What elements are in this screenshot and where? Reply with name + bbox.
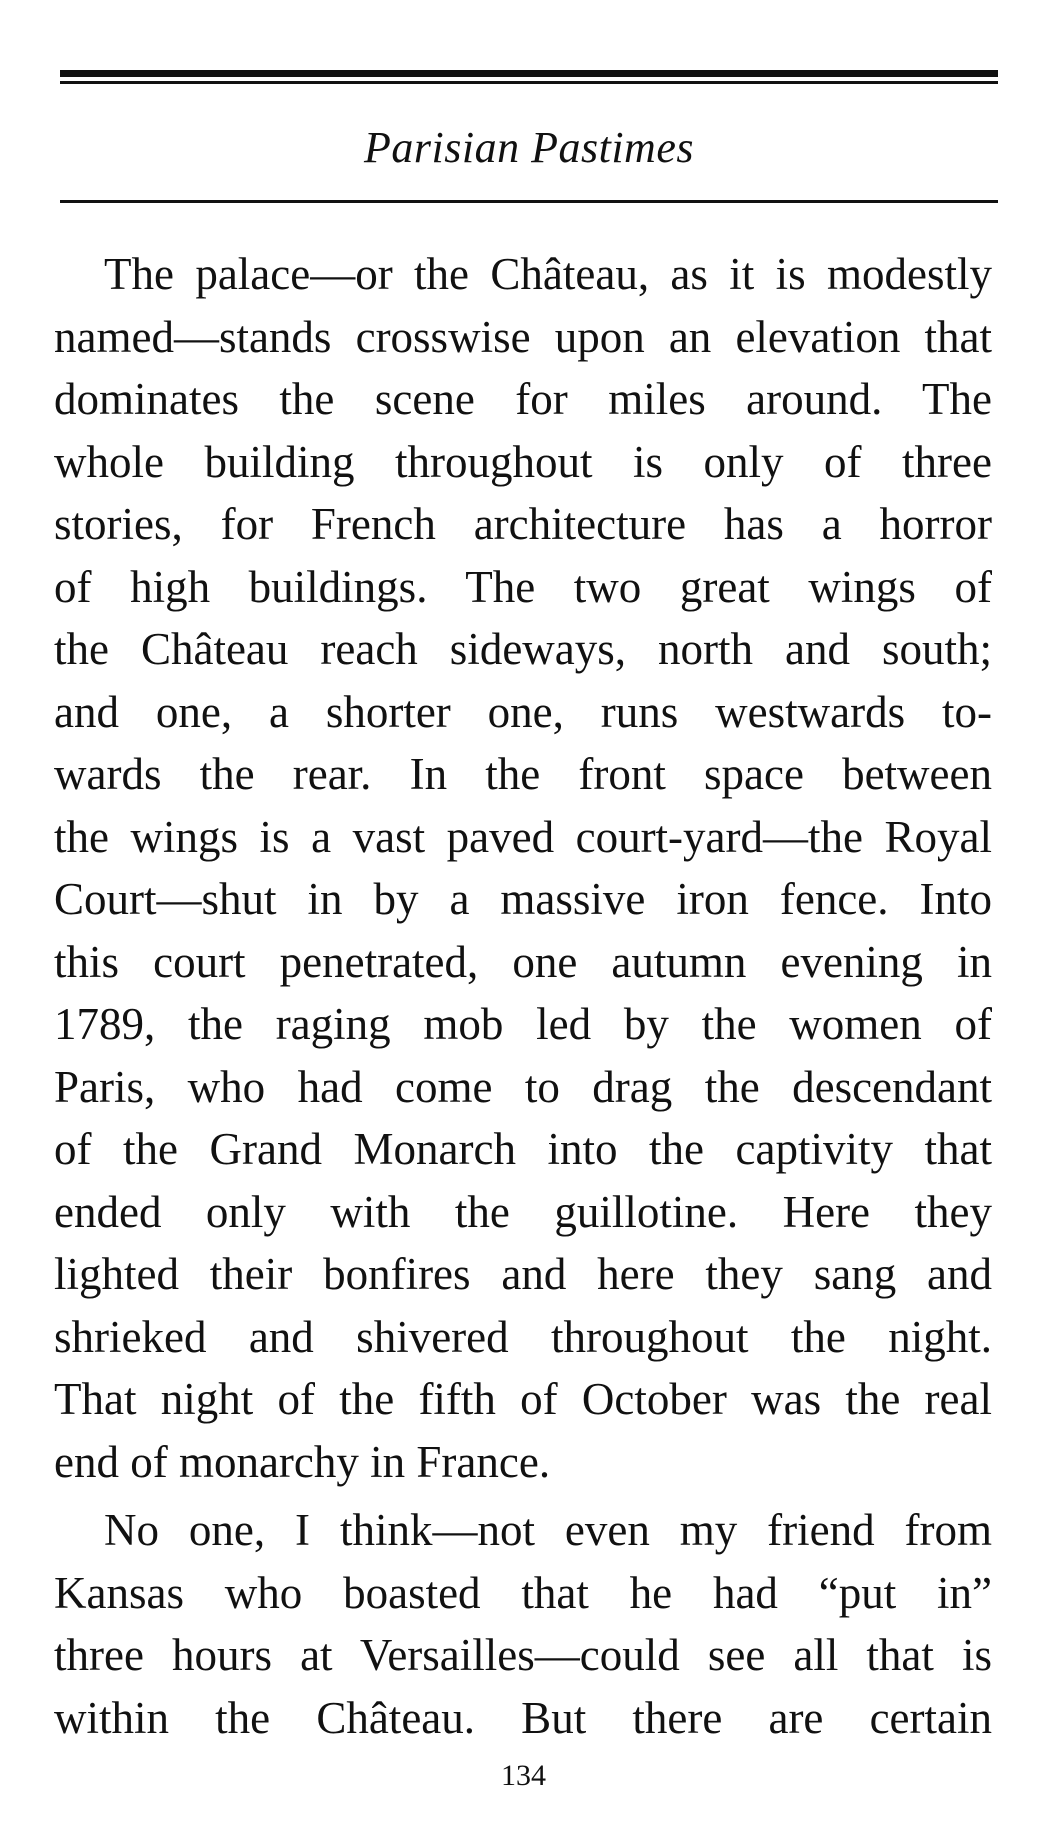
text-line: the wings is a vast paved court-yard—the Royal [54, 811, 992, 862]
text-line: shrieked and shivered throughout the night. [54, 1311, 992, 1362]
text-line: of high buildings. The two great wings of [54, 561, 992, 612]
paragraph [54, 1499, 992, 1749]
text-line: named—stands crosswise upon an elevation that [54, 311, 992, 362]
text-line: The palace—or the Château, as it is modestly [104, 249, 992, 299]
header-rule-thin [60, 81, 998, 84]
text-line: end of monarchy in France. [54, 1436, 551, 1487]
text-line: 1789, the raging mob led by the women of [54, 999, 992, 1049]
text-line: whole building throughout is only of three [54, 436, 992, 487]
text-line: of the Grand Monarch into the captivity that [54, 1124, 992, 1174]
text-line: Kansas who boasted that he had “put in” [54, 1567, 992, 1618]
text-line: wards the rear. In the front space between [54, 749, 992, 799]
running-head-rule [60, 200, 998, 203]
text-line: within the Château. But there are certain [54, 1692, 992, 1743]
body-text [54, 243, 992, 1749]
text-line: and one, a shorter one, runs westwards to- [54, 686, 992, 737]
text-line: No one, I think—not even my friend from [104, 1505, 992, 1555]
text-line: That night of the fifth of October was the real [54, 1374, 992, 1424]
text-line: this court penetrated, one autumn evening in [54, 936, 992, 987]
paragraph [54, 243, 992, 1493]
page-number: 134 [501, 1759, 546, 1792]
text-line: lighted their bonfires and here they sang and [54, 1249, 992, 1299]
running-head: Parisian Pastimes [364, 123, 694, 172]
header-rule-thick [60, 70, 998, 77]
text-line: Court—shut in by a massive iron fence. Into [54, 874, 992, 924]
text-line: stories, for French architecture has a horror [54, 499, 992, 549]
text-line: ended only with the guillotine. Here they [54, 1186, 992, 1237]
text-line: Paris, who had come to drag the descendant [54, 1061, 992, 1112]
text-line: the Château reach sideways, north and south; [54, 624, 992, 674]
text-line: dominates the scene for miles around. The [54, 374, 992, 424]
text-line: three hours at Versailles—could see all that is [54, 1630, 992, 1680]
